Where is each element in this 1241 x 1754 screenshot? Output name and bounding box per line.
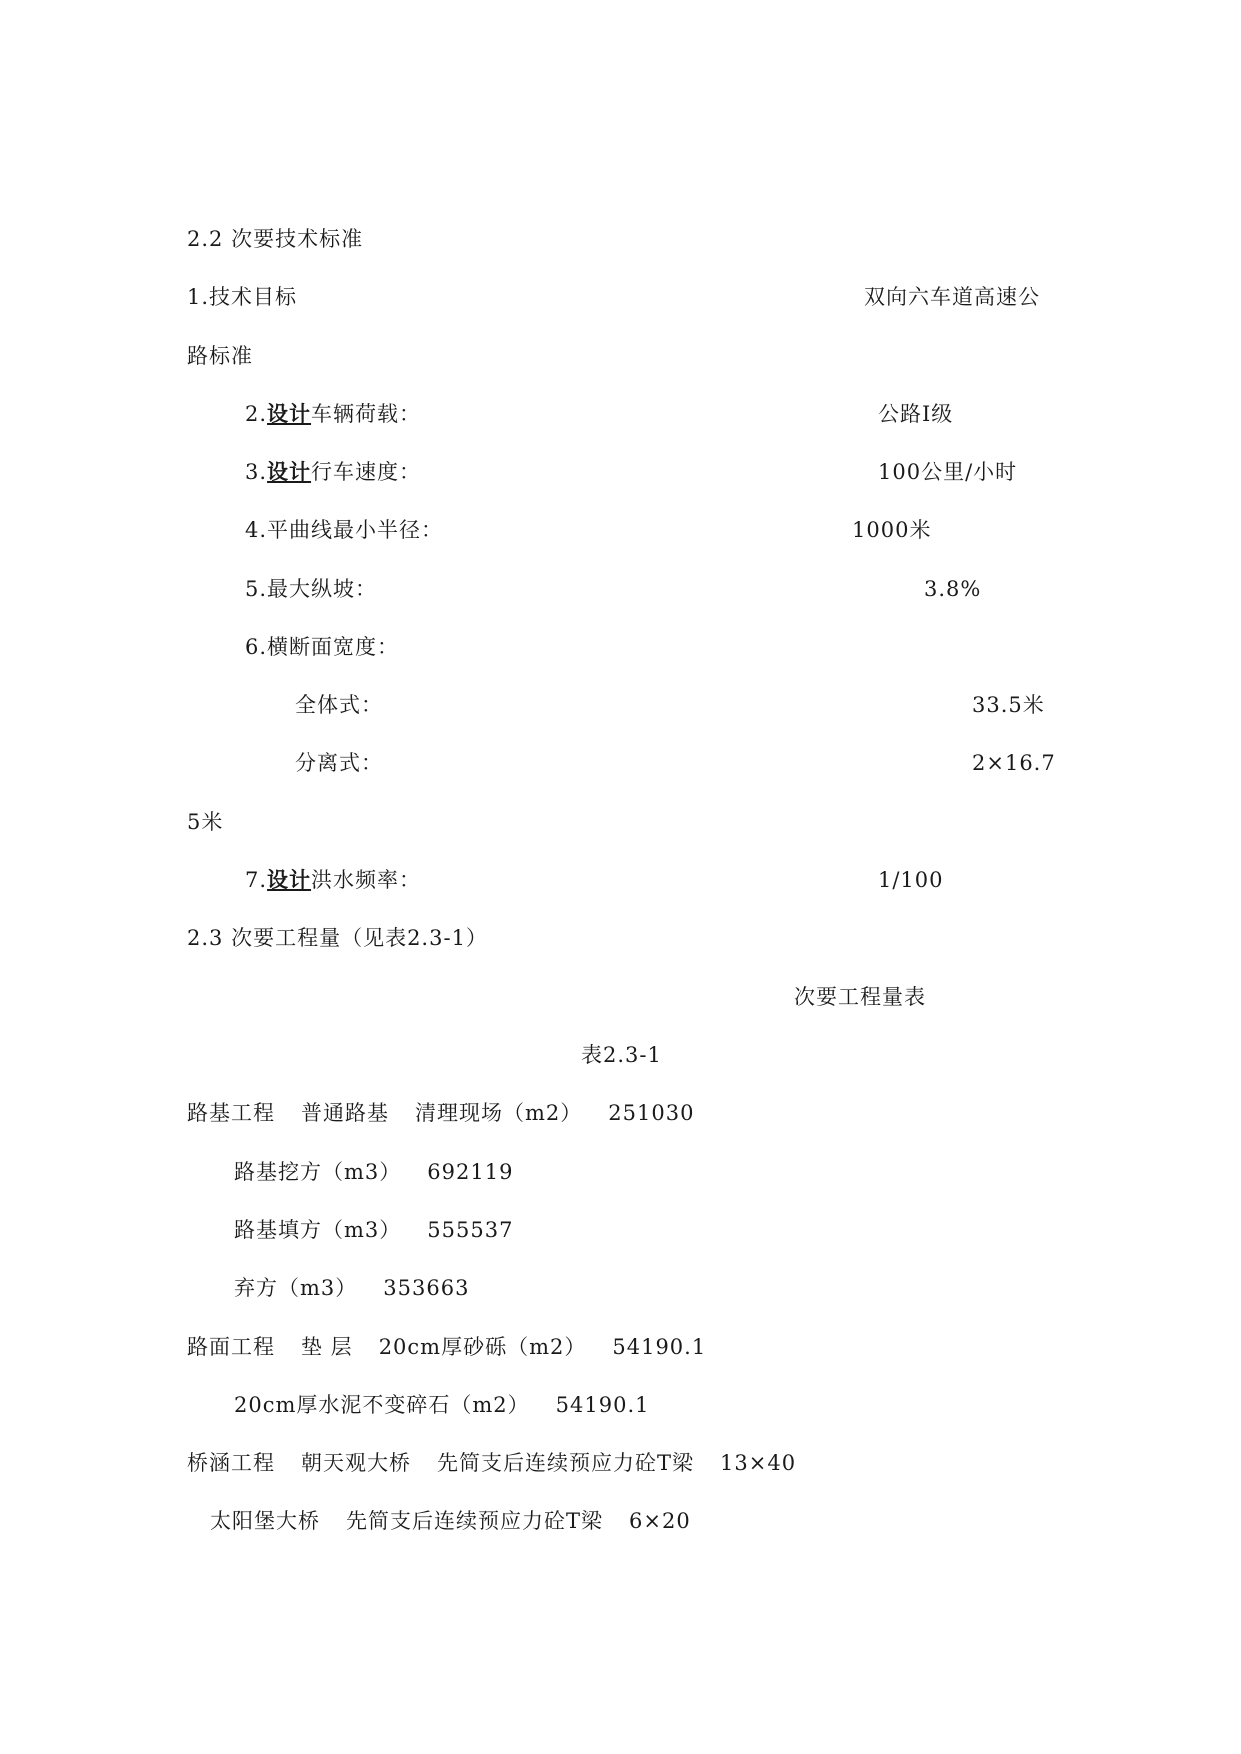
table-row: 20cm厚水泥不变碎石（m2） 54190.1 bbox=[234, 1393, 650, 1417]
design-link[interactable]: 设计 bbox=[267, 867, 312, 892]
item-6a-label: 全体式： bbox=[295, 693, 383, 717]
table-title: 次要工程量表 bbox=[794, 985, 926, 1009]
table-row: 路基填方（m3） 555537 bbox=[234, 1218, 514, 1242]
item-6-label: 6.横断面宽度： bbox=[245, 635, 400, 659]
table-row: 太阳堡大桥 先简支后连续预应力砼T梁 6×20 bbox=[210, 1509, 691, 1533]
item-7-value: 1/100 bbox=[878, 868, 944, 892]
item-3-value: 100公里/小时 bbox=[878, 460, 1018, 484]
item-1-label: 1.技术目标 bbox=[187, 285, 298, 309]
section-heading-2-3: 2.3 次要工程量（见表2.3-1） bbox=[187, 926, 488, 950]
item-5-value: 3.8% bbox=[924, 577, 982, 601]
item-5-label: 5.最大纵坡： bbox=[245, 577, 378, 601]
item-4-value: 1000米 bbox=[852, 518, 932, 542]
design-link[interactable]: 设计 bbox=[267, 401, 312, 426]
item-2-value: 公路Ⅰ级 bbox=[878, 402, 954, 426]
table-row: 路基挖方（m3） 692119 bbox=[234, 1160, 514, 1184]
item-3-label: 3.设计行车速度： bbox=[245, 459, 422, 484]
item-2-label: 2.设计车辆荷载： bbox=[245, 401, 422, 426]
item-1-value-cont: 路标准 bbox=[187, 344, 253, 368]
item-6a-value: 33.5米 bbox=[972, 693, 1045, 717]
table-row: 路基工程 普通路基 清理现场（m2） 251030 bbox=[187, 1101, 695, 1125]
item-6b-value: 2×16.7 bbox=[972, 751, 1056, 775]
item-6b-value-cont: 5米 bbox=[187, 810, 224, 834]
table-row: 路面工程 垫 层 20cm厚砂砾（m2） 54190.1 bbox=[187, 1335, 707, 1359]
item-1-value: 双向六车道高速公 bbox=[864, 285, 1040, 309]
table-row: 弃方（m3） 353663 bbox=[234, 1276, 470, 1300]
section-heading-2-2: 2.2 次要技术标准 bbox=[187, 227, 364, 251]
design-link[interactable]: 设计 bbox=[267, 459, 312, 484]
item-6b-label: 分离式： bbox=[295, 751, 383, 775]
item-7-label: 7.设计洪水频率： bbox=[245, 867, 422, 892]
item-4-label: 4.平曲线最小半径： bbox=[245, 518, 444, 542]
table-row: 桥涵工程 朝天观大桥 先简支后连续预应力砼T梁 13×40 bbox=[187, 1451, 797, 1475]
table-number: 表2.3-1 bbox=[581, 1043, 662, 1067]
